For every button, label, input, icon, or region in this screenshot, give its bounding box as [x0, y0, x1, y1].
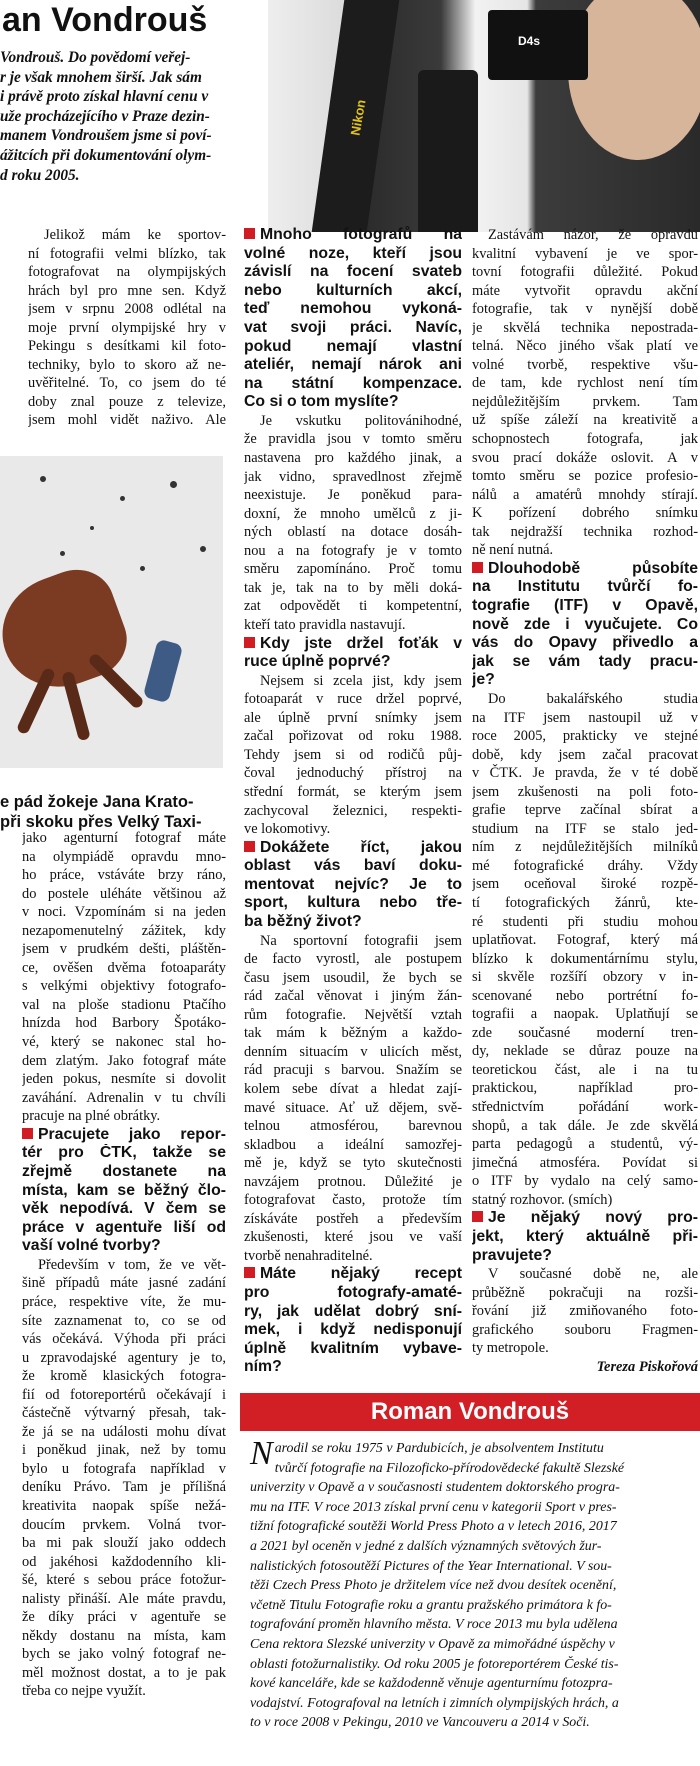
bio-line: tvůrčí fotografie na Filozoficko-přírodovědecké fakultě Slezské	[274, 1460, 625, 1476]
text-line: doxní, že mnoho umělců z ji-	[244, 505, 462, 522]
question-line: ry, jak udělat dobrý sní-	[244, 1302, 462, 1320]
text-line: vás očekává. Výhoda při práci	[22, 1331, 226, 1348]
bio-line: Cena rektora Slezské univerzity v Opavě za mimořádné úspěchy v	[250, 1636, 615, 1652]
text-line: že pravidla jsou v tomto směru	[244, 431, 462, 448]
text-line: vé, který se nakonec stal ho-	[22, 1034, 226, 1051]
text-line: fotoaparát v ruce držel poprvé,	[244, 691, 462, 708]
text-line: mě je, když se tyto skutečnosti	[244, 1155, 462, 1172]
question-line: tografie (ITF) v Opavě,	[472, 597, 698, 615]
text-line: měl možnost dostat, a to je pak	[22, 1664, 226, 1681]
text-line: i poněkud jinak, než by tomu	[22, 1442, 226, 1459]
text-line: jeden pokus, nesmíte si dovolit	[22, 1071, 226, 1088]
question-line: ruce úplně poprvé?	[244, 653, 391, 671]
bio-line: tižní fotografické soutěži World Press Photo a v letech 2016, 2017	[250, 1519, 617, 1535]
article-header	[0, 0, 258, 185]
column-1-top	[28, 226, 226, 430]
text-line: tí fotografických žánrů, kte-	[472, 895, 698, 912]
text-line: šé, které s sebou práce fotožur-	[22, 1572, 226, 1589]
deck-line: uže procházejícího v Praze dezin-	[0, 107, 210, 125]
question-1	[22, 1126, 226, 1256]
text-line: techniky, bylo to skoro až ne-	[28, 356, 226, 373]
mud-splash	[90, 526, 94, 530]
text-line: skladbou a ideální samozřej-	[244, 1136, 462, 1153]
question-line	[244, 635, 462, 654]
text-line: času jsem usoudil, že bych se	[244, 969, 462, 986]
text-line: máte vytvořit opravdu akční	[472, 282, 698, 299]
text-line: doucím prvkem. Volná tvor-	[22, 1516, 226, 1533]
text-line: denním situacím v ulicích měst,	[244, 1043, 462, 1060]
text-line: bych se jako volný fotograf ne-	[22, 1646, 226, 1663]
text-line: neexistuje. Je poněkud para-	[244, 487, 462, 504]
question-line: úplně kvalitním vybave-	[244, 1339, 462, 1357]
question-line: závislí na focení svateb	[244, 263, 462, 281]
text-line: nejdůležitějším prvkem. Tam	[472, 393, 698, 410]
bio-body	[240, 1431, 700, 1733]
bio-dropcap: N	[250, 1435, 273, 1472]
text-line: telnou atmosférou, barevnou	[244, 1118, 462, 1135]
text-line: ných oblastí na dotace dosáh-	[244, 524, 462, 541]
question-marker-icon	[22, 1128, 33, 1139]
text-line: de tam, kde rychlost není tím	[472, 375, 698, 392]
text-line: ně není nutná.	[472, 542, 554, 559]
text-line: průběžně pokračuji na rozši-	[472, 1284, 698, 1301]
text-line: v ČTK. Je pravda, že v té době	[472, 765, 698, 782]
bio-line: vodajství. Fotografoval na letních i zimních olympijských hrách, a	[250, 1695, 619, 1711]
strap-brand-text: Nikon	[347, 98, 369, 137]
mud-splash	[60, 551, 65, 556]
question-2	[244, 226, 462, 412]
text-line: ve lokomotivy.	[244, 821, 331, 838]
question-line: práce v agentuře liší od	[22, 1218, 226, 1236]
text-line: teoretickou část, ale i na tu	[472, 1061, 698, 1078]
bio-line: to v roce 2008 v Pekingu, 2010 ve Vancouveru a 2014 v Soči.	[250, 1715, 590, 1731]
question-line: volné noze, kteří jsou	[244, 244, 462, 262]
text-line: tografii a naopak. Uplatňují se	[472, 1006, 698, 1023]
text-line: na ITF jsem nastoupil už v	[472, 709, 698, 726]
text-line: síte zaznamenat to, co se od	[22, 1312, 226, 1329]
question-line	[244, 1265, 462, 1284]
text-line: fotografovat často, protože tím	[244, 1192, 462, 1209]
text-line: nezapomenutelný zážitek, kdy	[22, 922, 226, 939]
text-line: moje první olympijské hry v	[28, 319, 226, 336]
text-line: hnízda hod Barbory Špotáko-	[22, 1015, 226, 1032]
photo-steeplechase-fall	[0, 456, 223, 768]
deck	[0, 48, 258, 185]
mud-splash	[140, 566, 145, 571]
question-4	[244, 839, 462, 932]
text-line: de facto vyrostl, ale postupem	[244, 951, 462, 968]
question-line: věk nepodívá. V čem se	[22, 1200, 226, 1218]
text-line: ním z nejdůležitějších milníků	[472, 839, 698, 856]
text-line: směru zapomínáno. Proč tomu	[244, 561, 462, 578]
text-line: val na ploše stadionu Ptačího	[22, 996, 226, 1013]
text-line: šině případů máte jasné zadání	[22, 1275, 226, 1292]
question-marker-icon	[472, 1211, 483, 1222]
text-line: od jakéhosi každodenního kli-	[22, 1553, 226, 1570]
question-7	[472, 1209, 698, 1265]
text-line: Jelikož mám ke sportov-	[44, 227, 226, 243]
question-line: oblast vás baví doku-	[244, 857, 462, 875]
text-line: nou a na fotografy je v tomto	[244, 542, 462, 559]
text-line: doby znal pouze z televize,	[28, 393, 226, 410]
question-5	[244, 1265, 462, 1377]
question-line: mek, i když nedisponují	[244, 1321, 462, 1339]
question-line	[472, 1209, 698, 1228]
mud-splash	[170, 481, 177, 488]
question-text: Je nějaký nový pro-	[488, 1209, 698, 1227]
mud-splash	[120, 496, 125, 501]
text-line: ale úplně první snímky jsem	[244, 709, 462, 726]
text-line: bylo u fotografa například v	[22, 1460, 226, 1477]
deck-line: Vondrouš. Do povědomí veřej-	[0, 49, 191, 66]
text-line: jsem mohl vidět naživo. Ale	[28, 412, 226, 429]
text-line: zkušenosti, které jsou ve vaší	[244, 1229, 462, 1246]
text-line: tvorbě nenahraditelné.	[244, 1247, 373, 1264]
question-line: místa, kam se běžný člo-	[22, 1181, 226, 1199]
text-line: nastavena pro každého jinak, a	[244, 450, 462, 467]
photo-caption	[0, 792, 224, 832]
question-marker-icon	[244, 637, 255, 648]
text-line: scenované nebo portrétní fo-	[472, 987, 698, 1004]
text-line: střednictvím pořádání work-	[472, 1099, 698, 1116]
text-line: ba mi pak slouží jako oddech	[22, 1535, 226, 1552]
text-line: statný rozhovor. (smích)	[472, 1191, 613, 1208]
text-line: třeba co nejpe využít.	[22, 1683, 146, 1700]
question-line: vás do Opavy přivedlo a	[472, 634, 698, 652]
question-text: Mnoho fotografů na	[260, 226, 462, 243]
photo-camera-body	[488, 10, 588, 80]
text-line: částečně výtvarný přesah, tak-	[22, 1405, 226, 1422]
question-6	[472, 560, 698, 690]
text-line: Na sportovní fotografii jsem	[260, 932, 462, 949]
text-line: nálů a amatérů mnohdy stírají.	[472, 486, 698, 503]
question-text: Kdy jste držel foťák v	[260, 634, 462, 652]
text-line: Zastávám názor, že opravdu	[488, 227, 698, 243]
text-line: už spíše záleží na kreativitě a	[472, 412, 698, 429]
author-signature: Tereza Piskořová	[596, 1358, 698, 1375]
text-line: fotografie, tak v nynější době	[472, 301, 698, 318]
question-line: nebo kulturních akcí,	[244, 281, 462, 299]
text-line: uplatňovat. Fotograf, který má	[472, 932, 698, 949]
text-line: pracuje na plné obrátky.	[22, 1108, 161, 1125]
text-line: do postele uléháte většinou až	[22, 885, 226, 902]
text-line: je skvělá technika nepostrada-	[472, 319, 698, 336]
question-line: jak se vám tady pracu-	[472, 652, 698, 670]
text-line: čoval jednoduchý přístroj na	[244, 765, 462, 782]
bio-line: arodil se roku 1975 v Pardubicích, je absolventem Institutu	[274, 1441, 604, 1456]
text-line: mé fotografické dráhy. Vždy	[472, 857, 698, 874]
text-line: někdy dostanu na místa, kam	[22, 1627, 226, 1644]
text-line: získáváte postřeh a především	[244, 1210, 462, 1227]
bio-title: Roman Vondrouš	[240, 1393, 700, 1431]
text-line: jimečná atmosféra. Povídat si	[472, 1154, 698, 1171]
text-line: s velkými objektivy fotografo-	[22, 978, 226, 995]
question-text: Dlouhodobě působíte	[488, 559, 698, 577]
mud-splash	[200, 546, 206, 552]
text-line: zat odpovědět ti kompetentní,	[244, 598, 462, 615]
column-3	[472, 226, 698, 1376]
question-line: ateliér, nemají nárok ani	[244, 356, 462, 374]
text-line: střední formát, se kterým jsem	[244, 783, 462, 800]
text-line: rád začal věnovat i jiným žán-	[244, 988, 462, 1005]
text-line: Do bakalářského studia	[488, 691, 698, 707]
text-line: rád pracuji s barvou. Snažím se	[244, 1062, 462, 1079]
column-1-bottom	[22, 829, 226, 1701]
text-line: že kromě klasických fotogra-	[22, 1368, 226, 1385]
text-line: dem zlatým. Jako fotograf máte	[22, 1052, 226, 1069]
text-line: kolem sebe dívat a hledat zají-	[244, 1080, 462, 1097]
text-line: nalisty přináší. Ale máte pravdu,	[22, 1590, 226, 1607]
question-line: ba běžný život?	[244, 912, 362, 930]
text-line: grafického souboru Fragmen-	[472, 1321, 698, 1338]
text-line: práce, respektive víte, že mu-	[22, 1294, 226, 1310]
question-marker-icon	[244, 1267, 255, 1278]
question-line: na státní kompenzace.	[244, 374, 462, 392]
text-line: mavé situace. Ať už dějem, svě-	[244, 1099, 462, 1116]
text-line: blízko k dokumentárnímu stylu,	[472, 950, 698, 967]
deck-line: r je však mnohem širší. Jak sám	[0, 68, 202, 86]
bio-line: kové kanceláře, kde se každodenně věnuje agenturnímu fotozpra-	[250, 1676, 613, 1692]
text-line: kvalitní vybavení je ve spor-	[472, 245, 698, 262]
bio-box	[240, 1393, 700, 1766]
text-line: ré studenti při studiu mohou	[472, 913, 698, 930]
mud-splash	[40, 476, 46, 482]
question-line: tér pro ČTK, takže se	[22, 1144, 226, 1162]
text-line: zaváhání. Adrenalin v tu chvíli	[22, 1089, 226, 1106]
question-line: sport, kultura nebo tře-	[244, 894, 462, 912]
text-line: telná. Něco jiného však platí ve	[472, 338, 698, 355]
text-line: hrách byl pro mne sen. Když	[28, 282, 226, 299]
bio-line: oblasti fotožurnalistiky. Od roku 2005 je fotoreportérem České tis-	[250, 1656, 619, 1672]
text-line: že já se na události mohu dívat	[22, 1423, 226, 1440]
bio-line: tografování proměn hlavního města. V roce 2013 mu byla udělena	[250, 1617, 618, 1633]
question-line: pokud nemají vlastní	[244, 337, 462, 355]
question-line	[22, 1126, 226, 1145]
text-line: Tehdy jsem si od rodičů půj-	[244, 746, 462, 763]
text-line: K pořízení dobrého snímku	[472, 505, 698, 522]
text-line: svou prací dokáže oslovit. A v	[472, 449, 698, 466]
text-line: shopů, a tak dále. Je zde skvělá	[472, 1117, 698, 1134]
text-line: ty metropole.	[472, 1340, 549, 1357]
question-line	[244, 226, 462, 245]
column-2	[244, 226, 462, 1377]
question-line: nově zde i vyučujete. Co	[472, 615, 698, 633]
question-line: pravujete?	[472, 1246, 552, 1264]
question-text: Dokážete říct, jakou	[260, 838, 462, 856]
text-line: schopnostech fotografa, jak	[472, 431, 698, 448]
question-line: teď nemohou vykoná-	[244, 300, 462, 318]
text-line: grafie teprve začínal sbírat a	[472, 802, 698, 819]
text-line: zachycoval železnici, respekti-	[244, 802, 462, 819]
question-marker-icon	[244, 228, 255, 239]
text-line: řování již zmiňovaného foto-	[472, 1303, 698, 1320]
text-line: tomto směru se pozice profesio-	[472, 468, 698, 485]
text-line: si skvěle rozšíří obzory v in-	[472, 969, 698, 986]
question-marker-icon	[244, 841, 255, 852]
text-line: rům fotografie. Největší vztah	[244, 1006, 462, 1023]
text-line: tovní fotografii důležité. Pokud	[472, 264, 698, 281]
text-line: jsem v prudkém dešti, pláštěn-	[22, 941, 226, 958]
text-line: jsem zkušenosti na poli foto-	[472, 783, 698, 800]
text-line: roce 2005, prakticky ve stejné	[472, 728, 698, 745]
headline: an Vondrouš	[2, 1, 208, 39]
bio-line: a 2021 byl oceněn v jedné z dalších významných světových žur-	[250, 1538, 602, 1554]
photo-lens-shape	[418, 70, 478, 232]
question-3	[244, 635, 462, 672]
question-text: Máte nějaký recept	[260, 1265, 462, 1283]
text-line: jsem v srpnu 2008 odlétal na	[28, 301, 226, 318]
bio-line: univerzity v Opavě a v současnosti studentem doktorského progra-	[250, 1480, 620, 1496]
deck-line: manem Vondroušem jsme si poví-	[0, 127, 212, 145]
question-text: Pracujete jako repor-	[38, 1125, 226, 1143]
question-line	[244, 839, 462, 858]
question-line: vaší volné tvorby?	[22, 1237, 161, 1255]
deck-line: ážitcích při dokumentování olym-	[0, 146, 212, 164]
text-line: Především v tom, že ve vět-	[38, 1256, 226, 1273]
text-line: kteří tato pravidla nastavují.	[244, 616, 406, 633]
caption-line: při skoku přes Velký Taxi-	[0, 813, 202, 831]
text-line: uvěřitelné. To, co jsem do té	[28, 375, 226, 392]
text-line: tak mám k běžným a každo-	[244, 1025, 462, 1042]
text-line: V současné době ne, ale	[488, 1266, 698, 1283]
question-line: pro fotografy-amaté-	[244, 1284, 462, 1302]
bio-line: včetně Titulu Fotografie roku a grantu pražského primátora k fo-	[250, 1597, 612, 1613]
text-line: ce, ověšen dvěma fotoaparáty	[22, 959, 226, 976]
bio-line: nalistických fotosoutěží Pictures of the Year International. V sou-	[250, 1558, 612, 1574]
photo-camera-strap	[268, 0, 700, 232]
text-line: době, kdy jsem začal pracovat	[472, 746, 698, 763]
question-line	[472, 560, 698, 579]
question-line: je?	[472, 671, 495, 689]
text-line: Nejsem si zcela jist, kdy jsem	[260, 672, 462, 689]
text-line: parta pedagogů a studentů, vý-	[472, 1136, 698, 1153]
text-line: v noci. Vzpomínám si na jeden	[22, 904, 226, 921]
text-line: studium na ITF se stalo jed-	[472, 820, 698, 837]
text-line: kreativita naopak spíše nežá-	[22, 1498, 226, 1515]
jockey-shape	[143, 639, 184, 704]
question-marker-icon	[472, 562, 483, 573]
text-line: navzájem protnou. Důležité je	[244, 1173, 462, 1190]
question-line: ním?	[244, 1358, 282, 1376]
text-line: že díky práci v agentuře se	[22, 1609, 226, 1626]
question-line: zřejmě dostanete na	[22, 1162, 226, 1180]
question-line: jekt, který aktuálně při-	[472, 1227, 698, 1245]
bio-line: mu na ITF. V roce 2013 získal první cenu v kategorii Sport v pres-	[250, 1499, 617, 1515]
question-line: mentovat nejvíc? Je to	[244, 875, 462, 893]
text-line: o ITF by vydalo na celý samo-	[472, 1173, 698, 1190]
text-line: dy, neklade se důraz pouze na	[472, 1043, 698, 1060]
text-line: Pekingu s desítkami kil foto-	[28, 338, 226, 355]
question-line: na Institutu tvůrčí fo-	[472, 578, 698, 596]
text-line: fotografovat na olympijských	[28, 264, 226, 281]
text-line: Je vskutku politovánihodné,	[260, 412, 462, 429]
question-line: Co si o tom myslíte?	[244, 393, 399, 411]
text-line: tak nejdražší technika rozhod-	[472, 523, 698, 540]
camera-label-text: D4s	[518, 34, 541, 48]
caption-line: e pád žokeje Jana Krato-	[0, 793, 194, 811]
text-line: deníku Právo. Tam je přílišná	[22, 1479, 226, 1496]
bio-line: těži Czech Press Photo je držitelem více než dvou desítek ocenění,	[250, 1578, 617, 1594]
text-line: fií od fotoreportérů očekávají i	[22, 1386, 226, 1403]
text-line: praktickou, například pro-	[472, 1080, 698, 1097]
deck-line: d roku 2005.	[0, 166, 80, 184]
text-line: na olympiádě opravdu mno-	[22, 848, 226, 865]
text-line: jak vidno, spravedlnost zřejmě	[244, 468, 462, 485]
text-line: jsem oceňoval široké rozpě-	[472, 876, 698, 893]
text-line: ní fotografii velmi blízko, tak	[28, 245, 226, 262]
text-line: začal pořizovat od roku 1988.	[244, 728, 462, 745]
text-line: tak je, tak na to by měli doká-	[244, 579, 462, 596]
text-line: u zpravodajské agentury je to,	[22, 1349, 226, 1366]
text-line: volné tvorbě, respektive všu-	[472, 356, 698, 373]
text-line: zde současné moderní tren-	[472, 1024, 698, 1041]
question-line: vat svoji práci. Navíc,	[244, 318, 462, 336]
deck-line: i právě proto získal hlavní cenu v	[0, 88, 209, 106]
text-line: ho práce, vstáváte brzy ráno,	[22, 867, 226, 884]
text-line: jako agenturní fotograf máte	[22, 830, 226, 846]
